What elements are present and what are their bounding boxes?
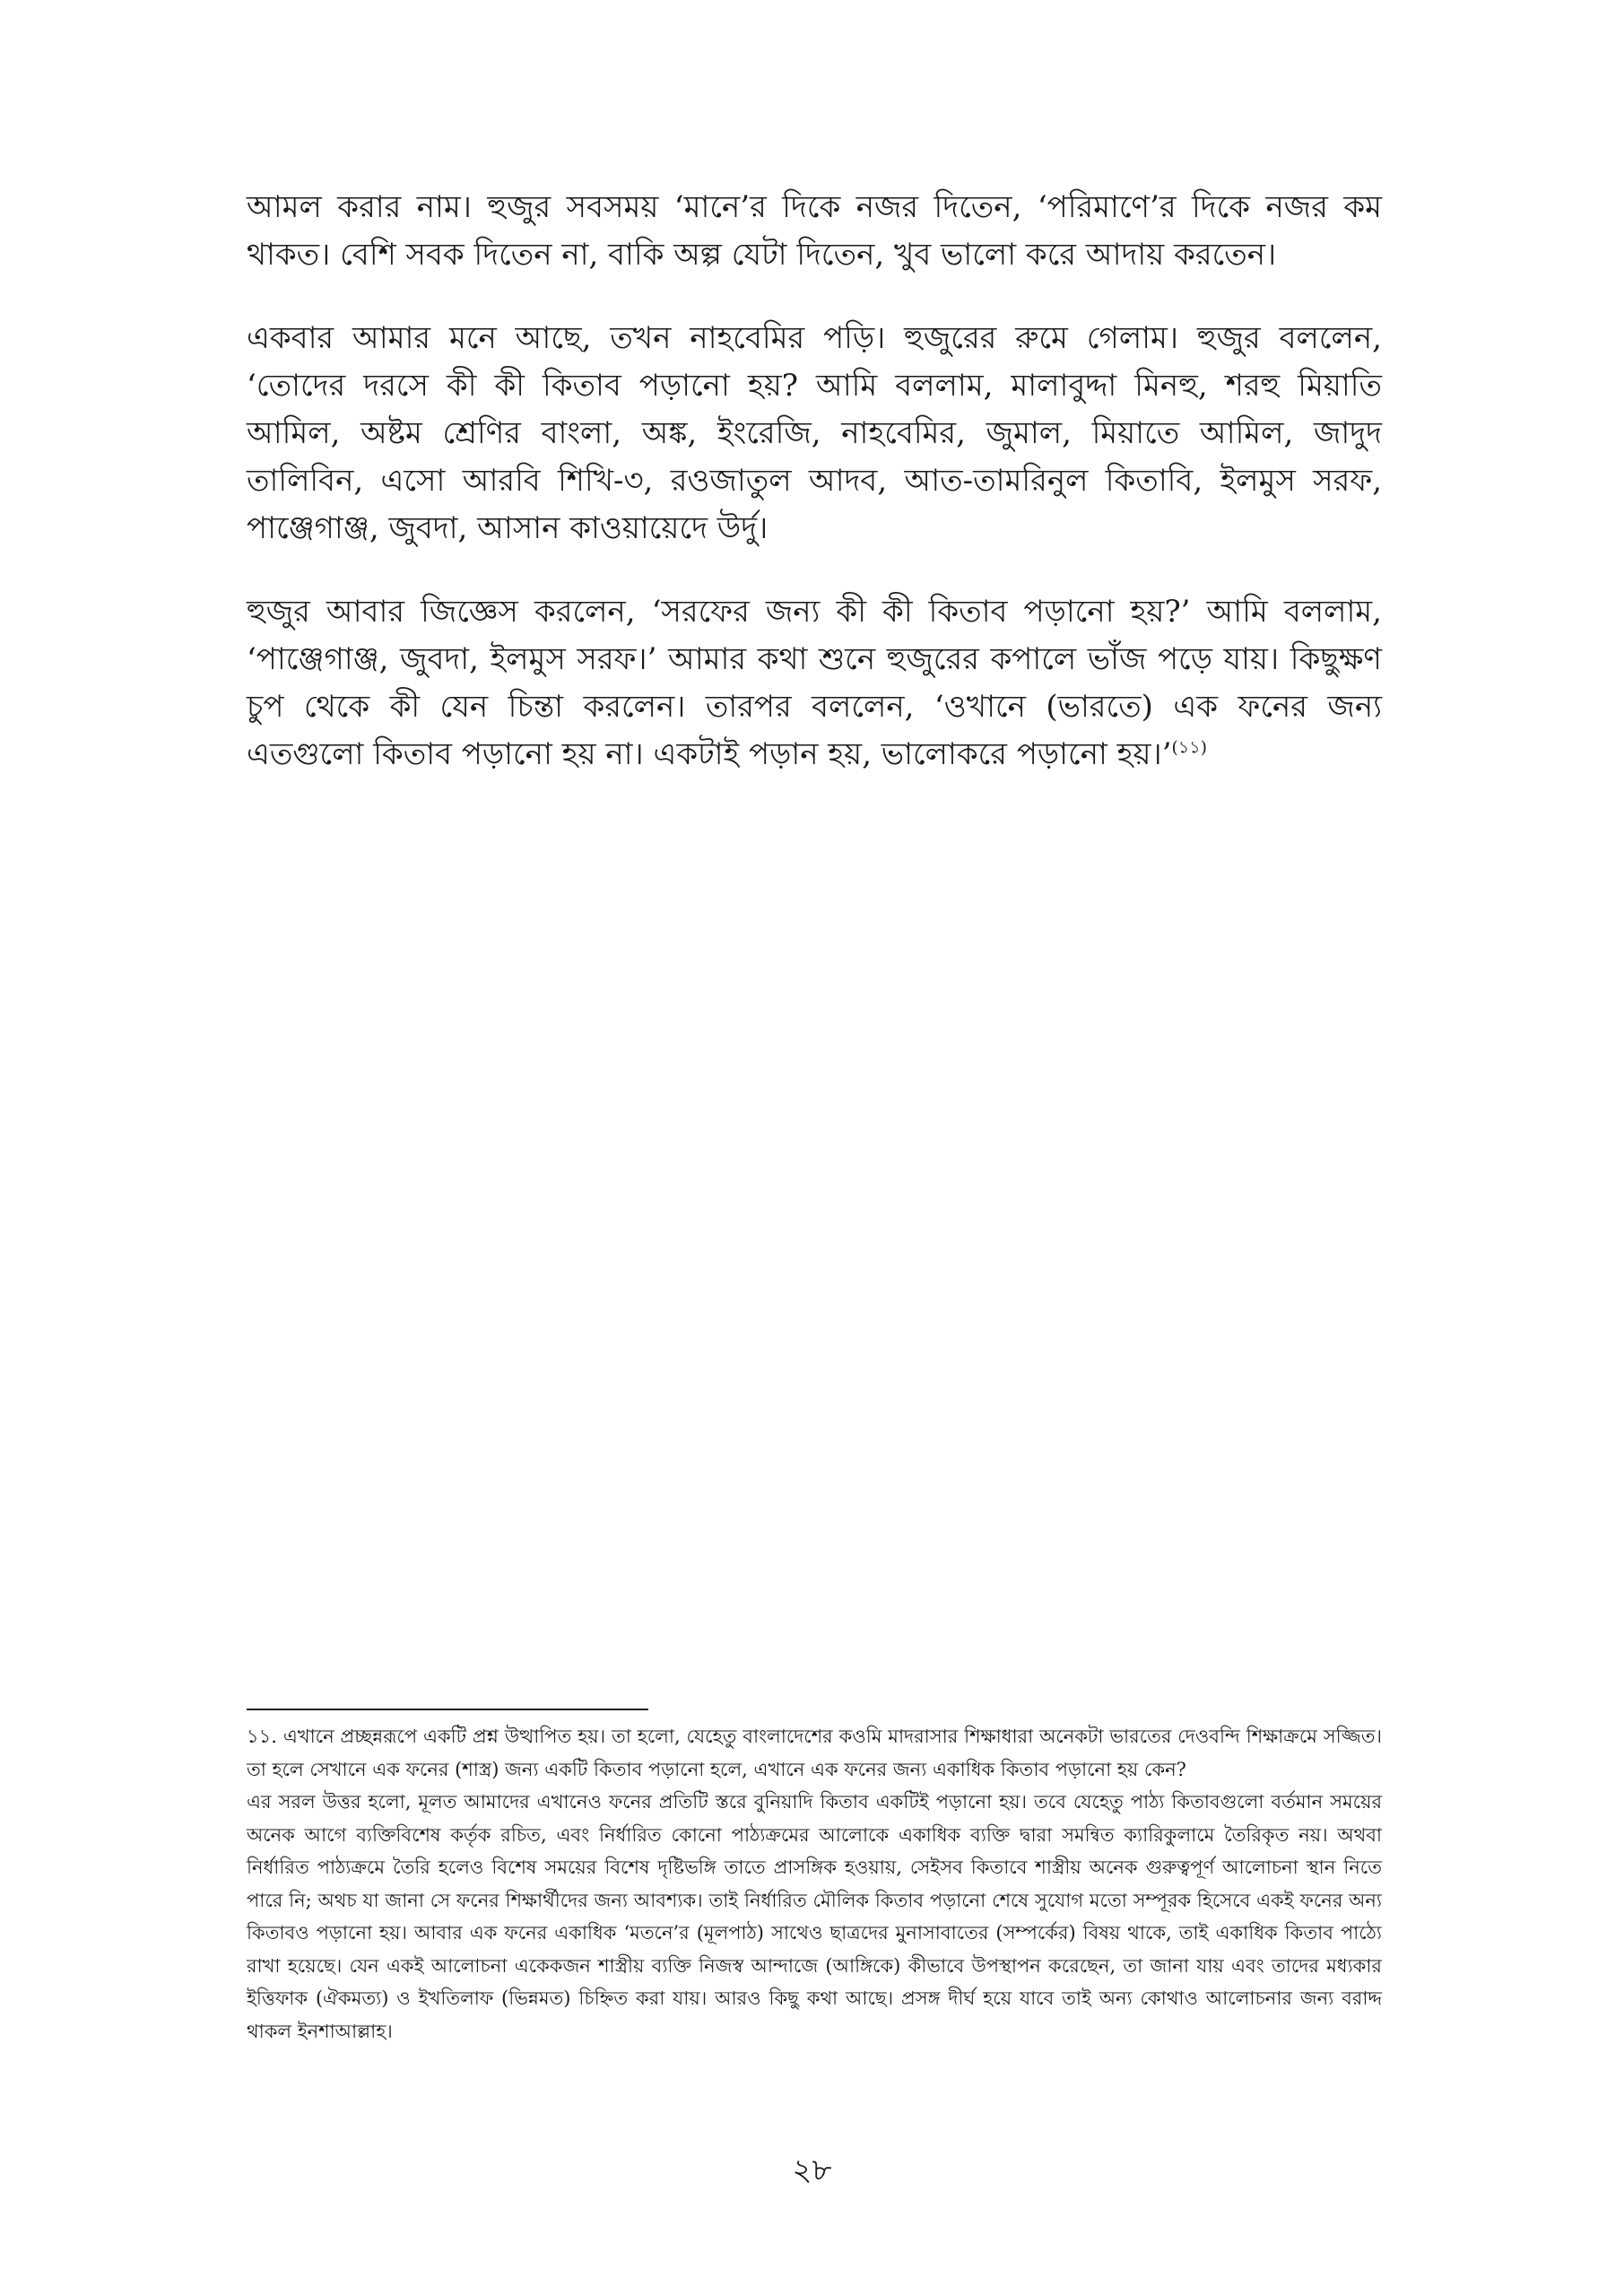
footnote-1: ১১. এখানে প্রচ্ছন্নরূপে একটি প্রশ্ন উত্থাপিত হয়। তা হলো, যেহেতু বাংলাদেশের কওমি মাদরাসার শিক্ষাধারা অনেকটা ভারতের দেওবন্দি শিক্ষাক্রমে সজ্জিত। তা হলে সেখানে এক ফনের (শাস্ত্র) জন্য একটি কিতাব পড়ানো হলে, এখানে এক ফনের জন্য একাধিক কিতাব পড়ানো হয় কেন? <box>247 1726 1382 1780</box>
paragraph-1-text: আমল করার নাম। হুজুর সবসময় ‘মানে’র দিকে নজর দিতেন, ‘পরিমাণে’র দিকে নজর কম থাকত। বেশি সবক দিতেন না, বাকি অল্প যেটা দিতেন, খুব ভালো করে আদায় করতেন। <box>247 189 1382 273</box>
paragraph-1 <box>247 184 1382 279</box>
page-number: ২৮ <box>792 2152 832 2188</box>
footnote-divider <box>247 1709 648 1710</box>
footnote-1-continuation: এর সরল উত্তর হলো, মূলত আমাদের এখানেও ফনের প্রতিটি স্তরে বুনিয়াদি কিতাব একটিই পড়ানো হয়। তবে যেহেতু পাঠ্য কিতাবগুলো বর্তমান সময়ের অনেক আগে ব্যক্তিবিশেষ কর্তৃক রচিত, এবং নির্ধারিত কোনো পাঠ্যক্রমের আলোকে একাধিক ব্যক্তি দ্বারা সমন্বিত ক্যারিকুলামে তৈরিকৃত নয়। অথবা নির্ধারিত পাঠ্যক্রমে তৈরি হলেও বিশেষ সময়ের বিশেষ দৃষ্টিভঙ্গি তাতে প্রাসঙ্গিক হওয়ায়, সেইসব কিতাবে শাস্ত্রীয় অনেক গুরুত্বপূর্ণ আলোচনা স্থান নিতে পারে নি; অথচ যা জানা সে ফনের শিক্ষার্থীদের জন্য আবশ্যক। তাই নির্ধারিত মৌলিক কিতাব পড়ানো শেষে সুযোগ মতো সম্পূরক হিসেবে একই ফনের অন্য কিতাবও পড়ানো হয়। আবার এক ফনের একাধিক ‘মতনে’র (মূলপাঠ) সাথেও ছাত্রদের মুনাসাবাতের (সম্পর্কের) বিষয় থাকে, তাই একাধিক কিতাব পাঠ্যে রাখা হয়েছে। যেন একই আলোচনা একেকজন শাস্ত্রীয় ব্যক্তি নিজস্ব আন্দাজে (আঙ্গিকে) কীভাবে উপস্থাপন করেছেন, তা জানা যায় এবং তাদের মধ্যকার ইত্তিফাক (ঐকমত্য) ও ইখতিলাফ (ভিন্নমত) চিহ্নিত করা যায়। আরও কিছু কথা আছে। প্রসঙ্গ দীর্ঘ হয়ে যাবে তাই অন্য কোথাও আলোচনার জন্য বরাদ্দ থাকল ইনশাআল্লাহ। <box>247 1791 1382 2042</box>
paragraph-2-text: একবার আমার মনে আছে, তখন নাহবেমির পড়ি। হুজুরের রুমে গেলাম। হুজুর বললেন, ‘তোদের দরসে কী কী কিতাব পড়ানো হয়? আমি বললাম, মালাবুদ্দা মিনহু, শরহু মিয়াতি আমিল, অষ্টম শ্রেণির বাংলা, অঙ্ক, ইংরেজি, নাহবেমির, জুমাল, মিয়াতে আমিল, জাদুদ তালিবিন, এসো আরবি শিখি-৩, রওজাতুল আদব, আত-তামরিনুল কিতাবি, ইলমুস সরফ, পাঞ্জেগাঞ্জ, জুবদা, আসান কাওয়ায়েদে উর্দু। <box>247 320 1382 546</box>
paragraph-3 <box>247 588 1382 778</box>
body-text <box>247 184 1382 814</box>
footnote-reference: (১১) <box>1171 737 1207 758</box>
paragraph-2 <box>247 315 1382 552</box>
footnotes <box>247 1720 1382 2048</box>
paragraph-3-text: হুজুর আবার জিজ্ঞেস করলেন, ‘সরফের জন্য কী কী কিতাব পড়ানো হয়?’ আমি বললাম, ‘পাঞ্জেগাঞ্জ, জুবদা, ইলমুস সরফ।’ আমার কথা শুনে হুজুরের কপালে ভাঁজ পড়ে যায়। কিছুক্ষণ চুপ থেকে কী যেন চিন্তা করলেন। তারপর বললেন, ‘ওখানে (ভারতে) এক ফনের জন্য এতগুলো কিতাব পড়ানো হয় না। একটাই পড়ান হয়, ভালোকরে পড়ানো হয়।’ <box>247 594 1382 772</box>
